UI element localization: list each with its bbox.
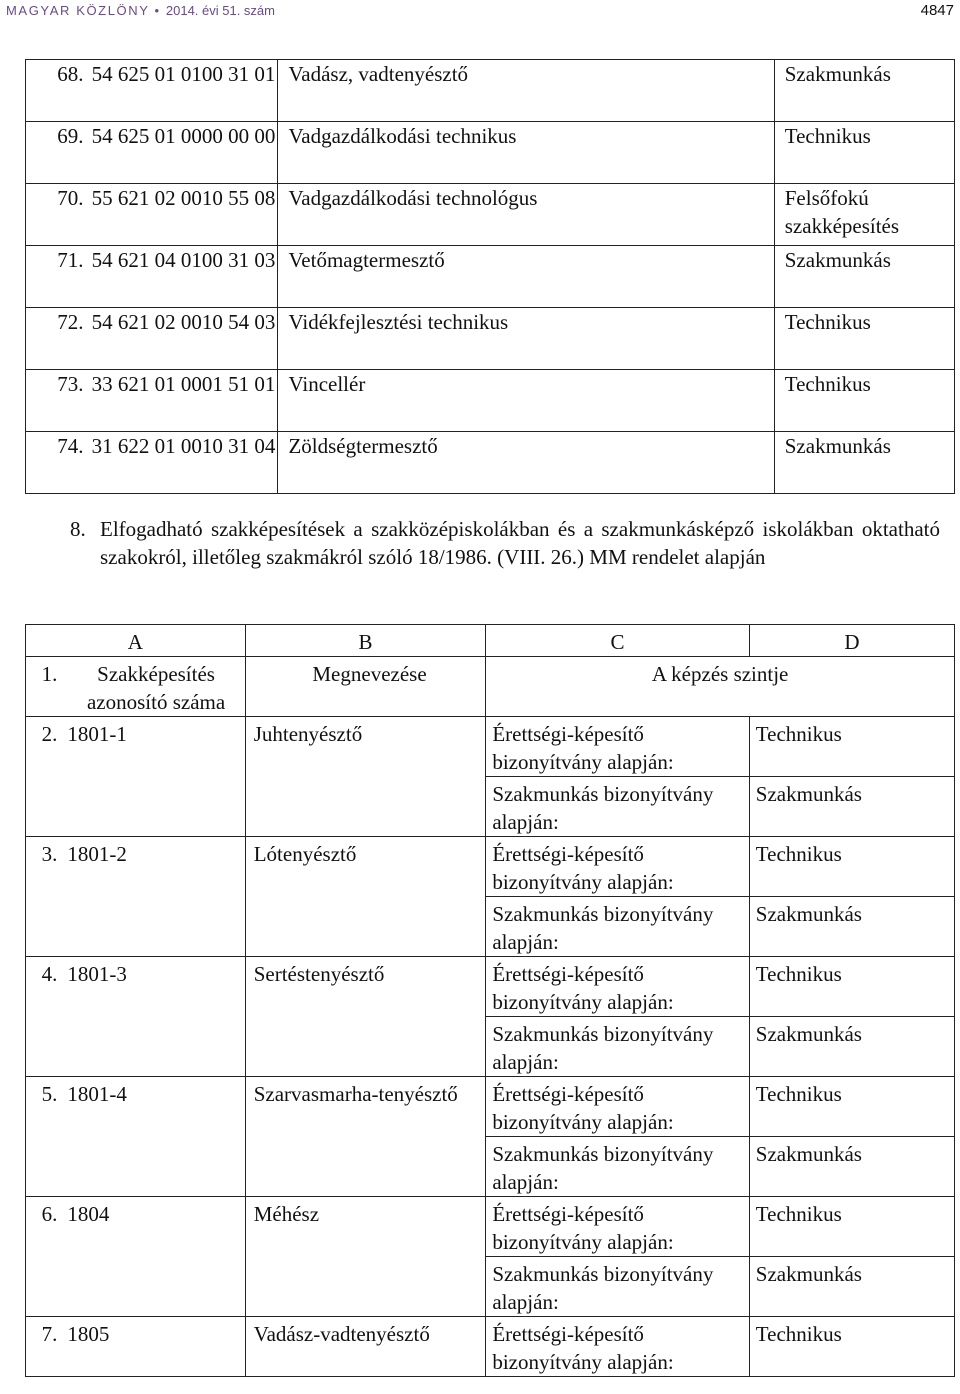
row-number: 5. [26, 1077, 62, 1197]
training-level: Szakmunkás [749, 897, 954, 957]
prerequisite: Érettségi-képesítő bizonyítvány alapján: [486, 1197, 749, 1257]
qualification-code: 1804 [61, 1197, 245, 1317]
qualification-level: Felsőfokú szakképesítés [774, 184, 954, 246]
table-row [26, 957, 955, 1017]
header-bullet: • [154, 3, 161, 18]
qualification-level: Szakmunkás [774, 432, 954, 494]
col-letter-b: B [245, 625, 486, 657]
training-level: Technikus [749, 717, 954, 777]
training-level: Technikus [749, 1197, 954, 1257]
qualification-code: 1801-2 [61, 837, 245, 957]
col-letter-c: C [486, 625, 749, 657]
table-row [26, 1077, 955, 1137]
header-row [26, 657, 955, 717]
prerequisite: Szakmunkás bizonyítvány alapján: [486, 1137, 749, 1197]
qualification-level: Technikus [774, 308, 954, 370]
qualification-name: Vadász-vadtenyésztő [245, 1317, 486, 1377]
training-level: Szakmunkás [749, 1137, 954, 1197]
qualification-code: 1801-4 [61, 1077, 245, 1197]
training-level: Szakmunkás [749, 1257, 954, 1317]
table-row [26, 370, 955, 432]
qualification-name: Vincellér [278, 370, 774, 432]
table-row [26, 432, 955, 494]
row-number: 69. [26, 122, 90, 184]
qualification-code: 1805 [61, 1317, 245, 1377]
qualification-name: Juhtenyésztő [245, 717, 486, 837]
training-level: Szakmunkás [749, 777, 954, 837]
table-row [26, 1317, 955, 1377]
qualification-code: 1801-3 [61, 957, 245, 1077]
training-level: Szakmunkás [749, 1017, 954, 1077]
row-number: 6. [26, 1197, 62, 1317]
header-level: A képzés szintje [486, 657, 955, 717]
qualification-name: Vadgazdálkodási technikus [278, 122, 774, 184]
row-number: 3. [26, 837, 62, 957]
qualification-name: Lótenyésztő [245, 837, 486, 957]
row-number: 74. [26, 432, 90, 494]
qualifications-table [25, 59, 955, 494]
training-level: Technikus [749, 837, 954, 897]
table-row [26, 717, 955, 777]
qualification-level: Technikus [774, 122, 954, 184]
prerequisite: Szakmunkás bizonyítvány alapján: [486, 777, 749, 837]
qualification-name: Vadász, vadtenyésztő [278, 60, 774, 122]
qualification-name: Zöldségtermesztő [278, 432, 774, 494]
qualification-name: Vidékfejlesztési technikus [278, 308, 774, 370]
header-name: Megnevezése [245, 657, 486, 717]
col-letter-d: D [749, 625, 954, 657]
col-letter-a: A [26, 625, 246, 657]
qualification-code: 54 625 01 0000 00 00 [90, 122, 278, 184]
header-id: Szakképesítés azonosító száma [61, 657, 245, 717]
table-row [26, 837, 955, 897]
section-title: Elfogadható szakképesítések a szakközépiskolákban és a szakmunkásképző iskolákban oktatható szakokról, illetőleg szakmákról szóló 18/1986. (VIII. 26.) MM rendelet alapján [100, 517, 940, 569]
table-row [26, 246, 955, 308]
row-number: 7. [26, 1317, 62, 1377]
row-number: 1. [26, 657, 62, 717]
qualification-level: Szakmunkás [774, 246, 954, 308]
page-header [0, 0, 960, 22]
row-number: 73. [26, 370, 90, 432]
table-row [26, 122, 955, 184]
qualification-code: 31 622 01 0010 31 04 [90, 432, 278, 494]
qualification-name: Méhész [245, 1197, 486, 1317]
qualification-code: 54 621 04 0100 31 03 [90, 246, 278, 308]
qualification-code: 33 621 01 0001 51 01 [90, 370, 278, 432]
row-number: 72. [26, 308, 90, 370]
page-number: 4847 [920, 2, 954, 19]
qualification-level: Technikus [774, 370, 954, 432]
section-number: 8. [70, 517, 86, 541]
qualification-code: 54 621 02 0010 54 03 [90, 308, 278, 370]
qualification-name: Szarvasmarha-tenyésztő [245, 1077, 486, 1197]
prerequisite: Érettségi-képesítő bizonyítvány alapján: [486, 717, 749, 777]
prerequisite: Érettségi-képesítő bizonyítvány alapján: [486, 837, 749, 897]
accepted-qualifications-table [25, 624, 955, 1377]
training-level: Technikus [749, 957, 954, 1017]
qualification-name: Sertéstenyésztő [245, 957, 486, 1077]
journal-title: MAGYAR KÖZLÖNY [6, 3, 150, 18]
table-row [26, 1197, 955, 1257]
table-row [26, 60, 955, 122]
qualification-code: 55 621 02 0010 55 08 [90, 184, 278, 246]
prerequisite: Szakmunkás bizonyítvány alapján: [486, 1257, 749, 1317]
row-number: 68. [26, 60, 90, 122]
table-row [26, 184, 955, 246]
qualification-code: 1801-1 [61, 717, 245, 837]
row-number: 4. [26, 957, 62, 1077]
prerequisite: Szakmunkás bizonyítvány alapján: [486, 897, 749, 957]
prerequisite: Érettségi-képesítő bizonyítvány alapján: [486, 957, 749, 1017]
row-number: 71. [26, 246, 90, 308]
issue-label: 2014. évi 51. szám [165, 3, 275, 18]
prerequisite: Szakmunkás bizonyítvány alapján: [486, 1017, 749, 1077]
prerequisite: Érettségi-képesítő bizonyítvány alapján: [486, 1077, 749, 1137]
qualification-level: Szakmunkás [774, 60, 954, 122]
table-row [26, 308, 955, 370]
qualification-name: Vadgazdálkodási technológus [278, 184, 774, 246]
running-head [6, 3, 275, 18]
qualification-code: 54 625 01 0100 31 01 [90, 60, 278, 122]
qualification-name: Vetőmagtermesztő [278, 246, 774, 308]
row-number: 70. [26, 184, 90, 246]
prerequisite: Érettségi-képesítő bizonyítvány alapján: [486, 1317, 749, 1377]
training-level: Technikus [749, 1317, 954, 1377]
column-letter-row [26, 625, 955, 657]
training-level: Technikus [749, 1077, 954, 1137]
row-number: 2. [26, 717, 62, 837]
